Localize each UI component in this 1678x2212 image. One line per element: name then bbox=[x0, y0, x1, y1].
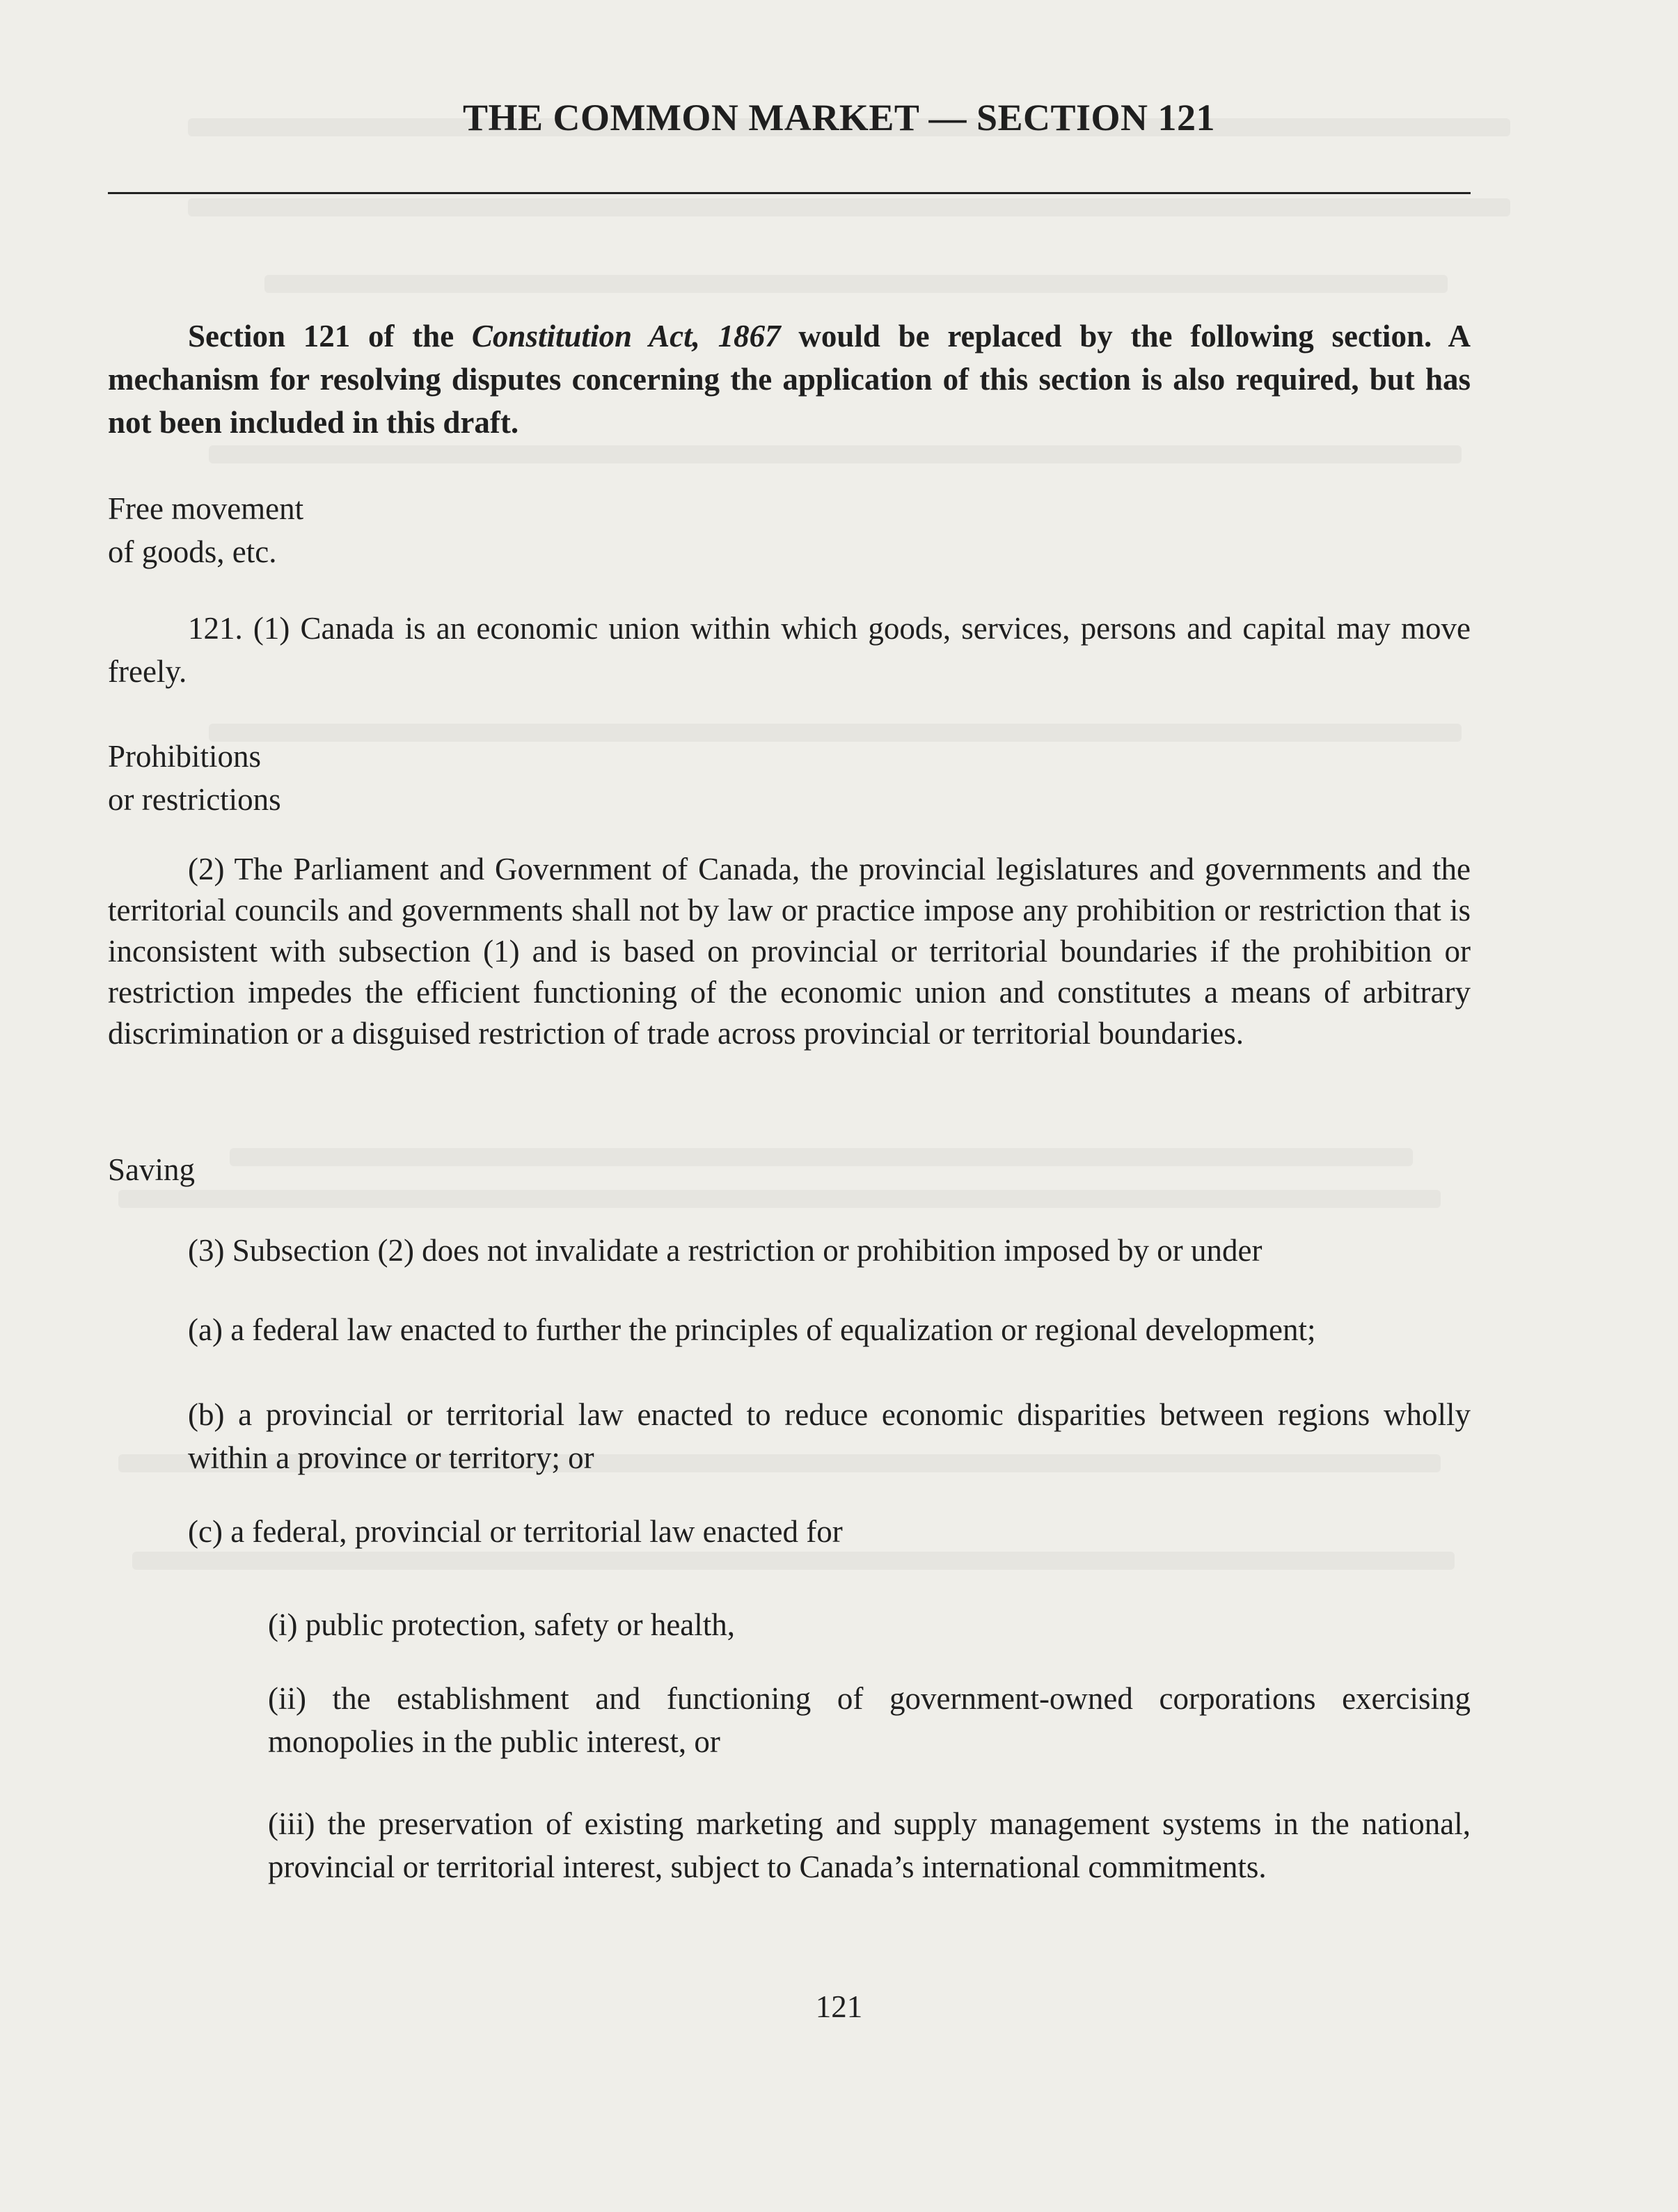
margin-note-free-movement bbox=[108, 487, 595, 573]
margin-note-line: of goods, etc. bbox=[108, 534, 277, 569]
subclause-iii: (iii) the preservation of existing marketing and supply management systems in the national, provincial or territorial interest, subject to Canada’s international commitments. bbox=[268, 1806, 1471, 1884]
margin-note-line: Free movement bbox=[108, 491, 304, 526]
bleed-through bbox=[132, 1552, 1455, 1570]
margin-note-prohibitions bbox=[108, 735, 595, 821]
act-name: Constitution Act, 1867 bbox=[471, 319, 781, 353]
subsection-3: (3) Subsection (2) does not invalidate a restriction or prohibition imposed by or under bbox=[188, 1233, 1263, 1268]
margin-note-line: or restrictions bbox=[108, 782, 281, 817]
title-rule bbox=[108, 192, 1471, 194]
subsection-1: 121. (1) Canada is an economic union within which goods, services, persons and capital may move freely. bbox=[108, 611, 1471, 689]
clause-c: (c) a federal, provincial or territorial law enacted for bbox=[188, 1514, 843, 1549]
margin-note-line: Prohibitions bbox=[108, 739, 262, 774]
bleed-through bbox=[188, 198, 1510, 216]
intro-text-after: would be replaced by the following section. A mechanism for resolving disputes concerning the application of this section is also required, but has not been included in this draft. bbox=[108, 319, 1471, 440]
clause-a: (a) a federal law enacted to further the principles of equalization or regional development; bbox=[188, 1312, 1316, 1347]
intro-paragraph bbox=[108, 315, 1471, 444]
page-number: 121 bbox=[815, 1989, 863, 2024]
bleed-through bbox=[264, 275, 1448, 293]
bleed-through bbox=[209, 445, 1462, 463]
bleed-through bbox=[118, 1190, 1441, 1208]
margin-note-line: Saving bbox=[108, 1152, 196, 1187]
margin-note-saving bbox=[108, 1148, 595, 1191]
subclause-ii: (ii) the establishment and functioning of government-owned corporations exercising monopolies in the public interest, or bbox=[268, 1681, 1471, 1759]
subclause-i: (i) public protection, safety or health, bbox=[268, 1607, 736, 1642]
clause-b: (b) a provincial or territorial law enacted to reduce economic disparities between regions wholly within a province or territory; or bbox=[188, 1397, 1471, 1475]
page-title: THE COMMON MARKET — SECTION 121 bbox=[462, 97, 1216, 138]
intro-text-before: Section 121 of the bbox=[188, 319, 472, 353]
subsection-2: (2) The Parliament and Government of Canada, the provincial legislatures and governments and the territorial councils and governments shall not by law or practice impose any prohibition or restriction that is inconsistent with subsection (1) and is based on provincial or territorial boundaries if the prohibition or restriction impedes the efficient functioning of the economic union and constitutes a means of arbitrary discrimination or a disguised restriction of trade across provincial or territorial boundaries. bbox=[108, 852, 1471, 1051]
